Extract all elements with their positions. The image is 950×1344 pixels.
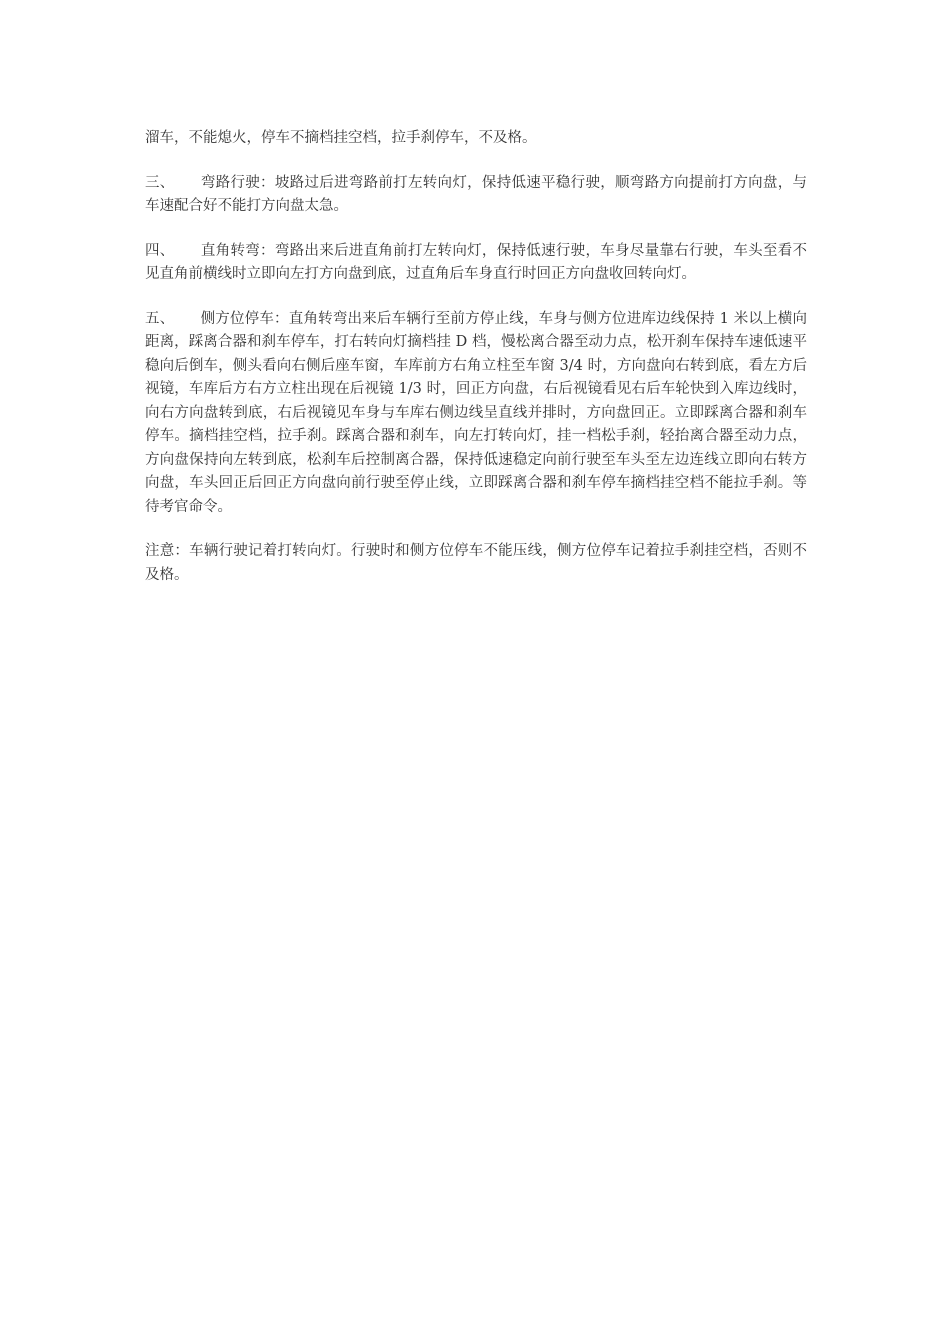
document-body (145, 127, 807, 608)
paragraph-continuation (145, 127, 807, 151)
section-number: 三、 (145, 174, 175, 191)
paragraph-text: 注意：车辆行驶记着打转向灯。行驶时和侧方位停车不能压线，侧方位停车记着拉手刹挂空档，否则不及格。 (145, 543, 807, 583)
paragraph-side-parking (145, 308, 807, 520)
paragraph-text: 溜车，不能熄火，停车不摘档挂空档，拉手刹停车，不及格。 (145, 130, 537, 146)
paragraph-note (145, 540, 807, 587)
paragraph-text: 侧方位停车：直角转弯出来后车辆行至前方停止线，车身与侧方位进库边线保持 1 米以上横向距离，踩离合器和刹车停车，打右转向灯摘档挂 D 档，慢松离合器至动力点，松开刹车保持车速低速平稳向后倒车，侧头看向右侧后座车窗，车库前方右角立柱至车窗 3/4 时，方向盘向右转到底，看左方后视镜，车库后方右方立柱出现在后视镜 1/3 时，回正方向盘，右后视镜看见右后车轮快到入库边线时，向右方向盘转到底，右后视镜见车身与车库右侧边线呈直线并排时，方向盘回正。立即踩离合器和刹车停车。摘档挂空档，拉手刹。踩离合器和刹车，向左打转向灯，挂一档松手刹，轻抬离合器至动力点，方向盘保持向左转到底，松刹车后控制离合器，保持低速稳定向前行驶至车头至左边连线立即向右转方向盘，车头回正后回正方向盘向前行驶至停止线，立即踩离合器和刹车停车摘档挂空档不能拉手刹。等待考官命令。 (145, 310, 807, 515)
section-number: 四、 (145, 242, 175, 259)
paragraph-curve-driving (145, 172, 807, 219)
paragraph-text: 直角转弯：弯路出来后进直角前打左转向灯，保持低速行驶，车身尽量靠右行驶，车头至看不见直角前横线时立即向左打方向盘到底，过直角后车身直行时回正方向盘收回转向灯。 (145, 242, 808, 282)
section-number: 五、 (145, 310, 175, 327)
paragraph-text: 弯路行驶：坡路过后进弯路前打左转向灯，保持低速平稳行驶，顺弯路方向提前打方向盘，与车速配合好不能打方向盘太急。 (145, 174, 808, 214)
paragraph-right-angle-turn (145, 240, 807, 287)
